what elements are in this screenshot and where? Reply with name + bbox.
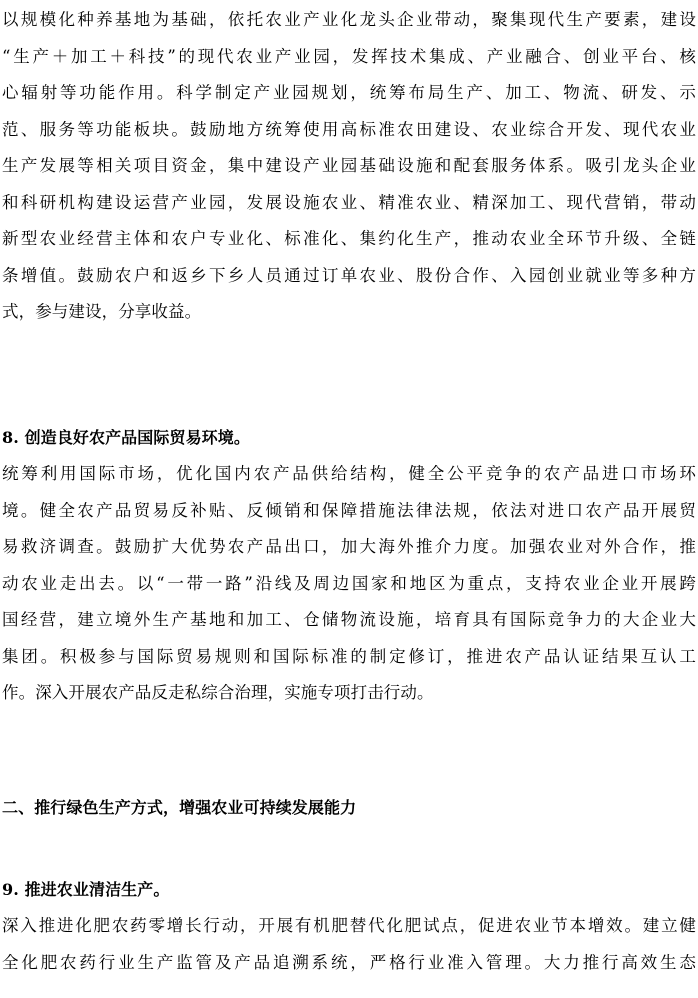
text-line: 集团。积极参与国际贸易规则和国际标准的制定修订，推进农产品认证结果互认工 bbox=[2, 646, 696, 666]
text-line: “生产＋加工＋科技”的现代农业产业园，发挥技术集成、产业融合、创业平台、核 bbox=[2, 46, 696, 66]
text-line: 境。健全农产品贸易反补贴、反倾销和保障措施法律法规，依法对进口农产品开展贸 bbox=[2, 500, 696, 520]
paragraph-clean-production bbox=[0, 908, 696, 981]
text-line: 深入推进化肥农药零增长行动，开展有机肥替代化肥试点，促进农业节本增效。建立健 bbox=[2, 916, 696, 935]
text-line: 动农业走出去。以“一带一路”沿线及周边国家和地区为重点，支持农业企业开展跨 bbox=[2, 573, 696, 593]
section-8-heading bbox=[0, 420, 250, 456]
heading-text: 二、推行绿色生产方式，增强农业可持续发展能力 bbox=[2, 798, 357, 817]
text-line: 易救济调查。鼓励扩大优势农产品出口，加大海外推介力度。加强农业对外合作，推 bbox=[2, 537, 696, 556]
text-line: 和科研机构建设运营产业园，发展设施农业、精准农业、精深加工、现代营销，带动 bbox=[2, 192, 696, 212]
text-line: 全化肥农药行业生产监管及产品追溯系统，严格行业准入管理。大力推行高效生态 bbox=[2, 952, 696, 972]
section-9-heading bbox=[0, 872, 169, 908]
text-line: 范、服务等功能板块。鼓励地方统筹使用高标准农田建设、农业综合开发、现代农业 bbox=[2, 119, 696, 139]
text-line: 以规模化种养基地为基础，依托农业产业化龙头企业带动，聚集现代生产要素，建设 bbox=[2, 10, 696, 29]
heading-text: 8. 创造良好农产品国际贸易环境。 bbox=[2, 428, 250, 447]
heading-text: 9. 推进农业清洁生产。 bbox=[2, 880, 170, 899]
text-line: 心辐射等功能作用。科学制定产业园规划，统筹布局生产、加工、物流、研发、示 bbox=[2, 83, 696, 102]
chapter-2-heading bbox=[0, 790, 356, 826]
text-line: 式，参与建设，分享收益。 bbox=[2, 302, 202, 321]
text-line: 国经营，建立境外生产基地和加工、仓储物流设施，培育具有国际竞争力的大企业大 bbox=[2, 610, 696, 629]
text-line: 生产发展等相关项目资金，集中建设产业园基础设施和配套服务体系。吸引龙头企业 bbox=[2, 156, 696, 175]
text-line: 统筹利用国际市场，优化国内农产品供给结构，健全公平竞争的农产品进口市场环 bbox=[2, 464, 696, 483]
paragraph-international-trade bbox=[0, 456, 696, 712]
paragraph-industrial-park bbox=[0, 2, 696, 331]
text-line: 新型农业经营主体和农户专业化、标准化、集约化生产，推动农业全环节升级、全链 bbox=[2, 229, 696, 248]
text-line: 条增值。鼓励农户和返乡下乡人员通过订单农业、股份合作、入园创业就业等多种方 bbox=[2, 265, 696, 285]
text-line: 作。深入开展农产品反走私综合治理，实施专项打击行动。 bbox=[2, 683, 434, 702]
